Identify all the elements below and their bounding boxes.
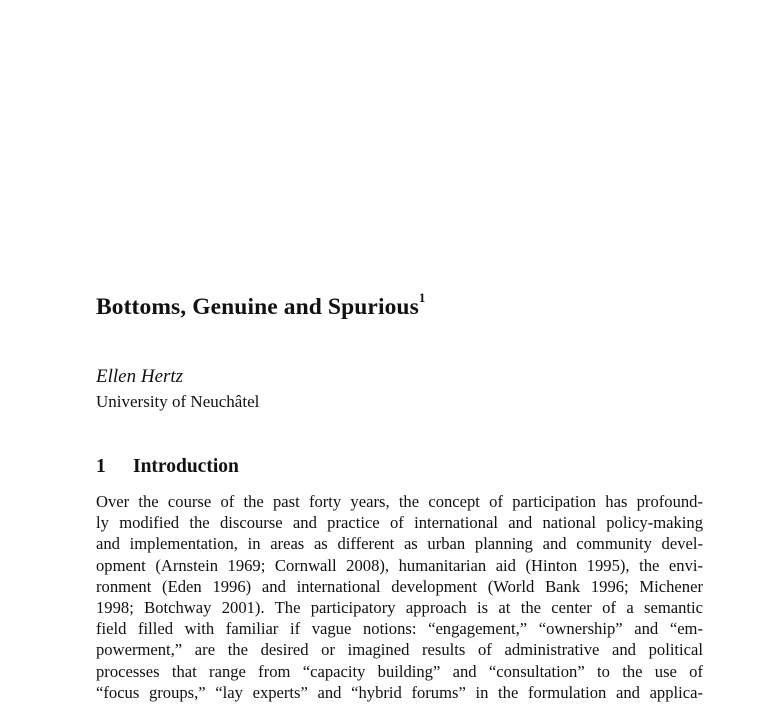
body-line: “focus groups,” “lay experts” and “hybrid forums” in the formulation and applica-	[96, 682, 703, 702]
body-line: Over the course of the past forty years, the concept of participation has profound-	[96, 492, 703, 511]
body-line: processes that range from “capacity building” and “consultation” to the use of	[96, 661, 703, 681]
title-footnote-marker[interactable]: 1	[418, 290, 426, 305]
body-line: ronment (Eden 1996) and international development (World Bank 1996; Michener	[96, 576, 703, 596]
paper-title-text: Bottoms, Genuine and Spurious	[96, 294, 419, 320]
paper-title	[96, 290, 426, 321]
section-number: 1	[96, 456, 106, 477]
author-name: Ellen Hertz	[96, 366, 184, 387]
body-line: 1998; Botchway 2001). The participatory approach is at the center of a semantic	[96, 597, 703, 617]
body-paragraph	[96, 491, 703, 703]
author-affiliation: University of Neuchâtel	[96, 392, 260, 411]
body-line: powerment,” are the desired or imagined results of administrative and political	[96, 640, 703, 660]
section-heading	[96, 456, 239, 478]
body-line: field filled with familiar if vague notions: “engagement,” “ownership” and “em-	[96, 619, 703, 639]
body-line: ly modified the discourse and practice of international and national policy-making	[96, 513, 703, 533]
body-line: opment (Arnstein 1969; Cornwall 2008), humanitarian aid (Hinton 1995), the envi-	[96, 555, 703, 575]
body-line: and implementation, in areas as different as urban planning and community devel-	[96, 534, 703, 554]
section-title: Introduction	[133, 456, 239, 477]
